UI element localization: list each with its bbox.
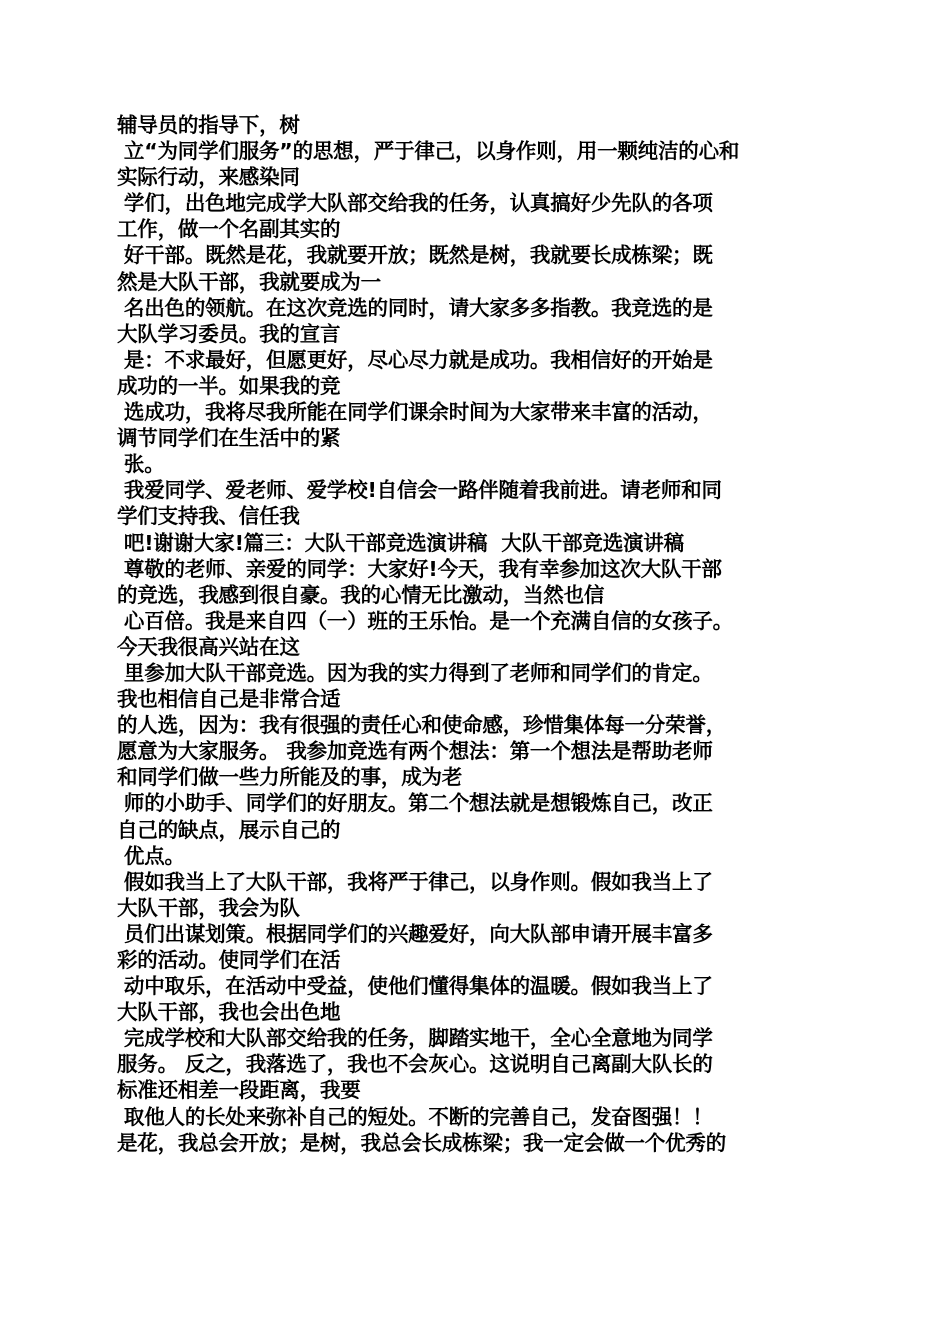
text-line: 大队学习委员。我的宣言: [117, 321, 341, 346]
text-line: 自己的缺点，展示自己的: [117, 817, 341, 842]
text-line: 彩的活动。使同学们在活: [117, 948, 341, 972]
text-line: 和同学们做一些力所能及的事，成为老: [117, 765, 463, 790]
text-line: 调节同学们在生活中的紧: [117, 426, 341, 451]
text-line: 学们支持我、信任我: [117, 504, 300, 529]
text-line: 是：不求最好，但愿更好，尽心尽力就是成功。我相信好的开始是: [117, 347, 713, 372]
text-line: 好干部。既然是花，我就要开放；既然是树，我就要长成栋梁；既: [117, 243, 713, 268]
text-line: 选成功，我将尽我所能在同学们课余时间为大家带来丰富的活动，: [117, 400, 713, 425]
text-line: 辅导员的指导下，树: [117, 113, 300, 137]
text-line: 大队干部，我也会出色地: [117, 1000, 341, 1025]
text-line: 张。: [117, 452, 165, 477]
text-line: 动中取乐，在活动中受益，使他们懂得集体的温暖。假如我当上了: [117, 974, 713, 999]
text-line: 师的小助手、同学们的好朋友。第二个想法就是想锻炼自己，改正: [117, 791, 713, 816]
text-line: 是花，我总会开放；是树，我总会长成栋梁；我一定会做一个优秀的: [117, 1130, 726, 1155]
text-line: 学们，出色地完成学大队部交给我的任务，认真搞好少先队的各项: [117, 191, 713, 216]
text-line: 标准还相差一段距离，我要: [117, 1078, 361, 1103]
text-line: 大队干部，我会为队: [117, 895, 300, 920]
text-line: 吧!谢谢大家!篇三：大队干部竞选演讲稿 大队干部竞选演讲稿: [117, 530, 684, 555]
text-line: 的人选，因为：我有很强的责任心和使命感，珍惜集体每一分荣誉，: [117, 713, 726, 738]
text-line: 假如我当上了大队干部，我将严于律己，以身作则。假如我当上了: [117, 869, 713, 894]
text-line: 服务。 反之，我落选了，我也不会灰心。这说明自己离副大队长的: [117, 1052, 713, 1077]
text-line: 愿意为大家服务。 我参加竞选有两个想法：第一个想法是帮助老师: [117, 739, 713, 764]
text-line: 取他人的长处来弥补自己的短处。不断的完善自己，发奋图强！！: [117, 1104, 713, 1129]
text-line: 我爱同学、爱老师、爱学校!自信会一路伴随着我前进。请老师和同: [117, 478, 722, 503]
text-line: 我也相信自己是非常合适: [117, 687, 341, 712]
text-line: 立“为同学们服务”的思想，严于律己，以身作则，用一颗纯洁的心和: [117, 139, 740, 164]
text-line: 员们出谋划策。根据同学们的兴趣爱好，向大队部申请开展丰富多: [117, 921, 713, 946]
text-line: 工作，做一个名副其实的: [117, 217, 341, 242]
text-line: 成功的一半。如果我的竞: [117, 373, 341, 398]
text-line: 优点。: [117, 843, 185, 868]
text-line: 然是大队干部，我就要成为一: [117, 269, 381, 294]
document-page: [117, 112, 837, 1156]
text-line: 里参加大队干部竞选。因为我的实力得到了老师和同学们的肯定。: [117, 660, 713, 685]
text-line: 心百倍。我是来自四（一）班的王乐怡。是一个充满自信的女孩子。: [117, 608, 733, 633]
text-line: 名出色的领航。在这次竞选的同时，请大家多多指教。我竞选的是: [117, 295, 713, 320]
text-line: 完成学校和大队部交给我的任务，脚踏实地干，全心全意地为同学: [117, 1026, 713, 1051]
text-line: 尊敬的老师、亲爱的同学：大家好!今天，我有幸参加这次大队干部: [117, 556, 722, 581]
text-line: 今天我很高兴站在这: [117, 634, 300, 659]
text-line: 的竞选，我感到很自豪。我的心情无比激动，当然也信: [117, 582, 605, 607]
text-line: 实际行动，来感染同: [117, 165, 300, 190]
